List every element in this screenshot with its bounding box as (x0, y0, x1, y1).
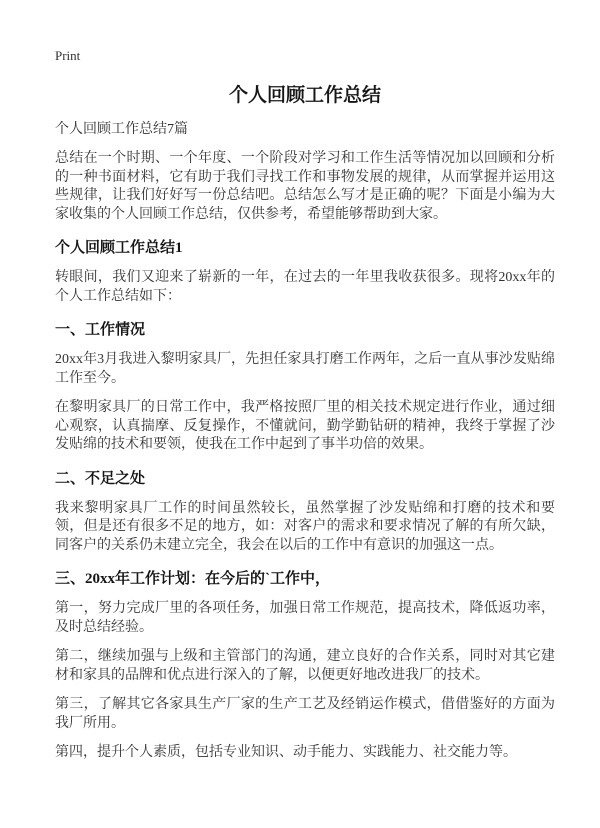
paragraph-plan-third: 第三，了解其它各家具生产厂家的生产工艺及经销运作模式，借借鉴好的方面为我厂所用。 (55, 697, 555, 731)
print-link[interactable]: Print (55, 48, 81, 63)
paragraph-shortcomings: 我来黎明家具厂工作的时间虽然较长，虽然掌握了沙发贴绵和打磨的技术和要领，但是还有很多不足的地方，如：对客户的需求和要求情况了解的有所欠缺，同客户的关系仍未建立完全，我会在以后的工作中有意识的加强这一点。 (55, 500, 555, 553)
intro-paragraph: 总结在一个时期、一个年度、一个阶段对学习和工作生活等情况加以回顾和分析的一种书面材料，它有助于我们寻找工作和事物发展的规律，从而掌握并运用这些规律，让我们好好写一份总结吧。总结怎么写才是正确的呢？下面是小编为大家收集的个人回顾工作总结，仅供参考，希望能够帮助到大家。 (55, 151, 555, 222)
paragraph-plan-second: 第二，继续加强与上级和主管部门的沟通，建立良好的合作关系，同时对其它建材和家具的品牌和优点进行深入的了解，以便更好地改进我厂的技术。 (55, 649, 555, 683)
section-heading-work-plan: 三、20xx年工作计划：在今后的`工作中， (55, 571, 330, 587)
paragraph-work-history: 20xx年3月我进入黎明家具厂，先担任家具打磨工作两年，之后一直从事沙发贴绵工作至今。 (55, 352, 555, 386)
section-heading-shortcomings: 二、不足之处 (55, 470, 146, 487)
page-title: 个人回顾工作总结 (228, 85, 381, 106)
paragraph-opening: 转眼间，我们又迎来了崭新的一年，在过去的一年里我收获很多。现将20xx年的个人工作总结如下： (55, 270, 555, 304)
paragraph-plan-first: 第一，努力完成厂里的各项任务，加强日常工作规范，提高技术，降低返功率，及时总结经验。 (55, 601, 555, 635)
section-heading-work-situation: 一、工作情况 (55, 322, 146, 338)
doc-subtitle: 个人回顾工作总结7篇 (55, 122, 188, 137)
section-heading-summary-1: 个人回顾工作总结1 (55, 240, 183, 256)
paragraph-daily-work: 在黎明家具厂的日常工作中，我严格按照厂里的相关技术规定进行作业，通过细心观察，认真揣摩、反复操作，不懂就问，勤学勤钻研的精神，我终于掌握了沙发贴绵的技术和要领，使我在工作中起到了事半功倍的效果。 (55, 400, 555, 452)
document-content (55, 49, 555, 763)
paragraph-plan-fourth: 第四，提升个人素质，包括专业知识、动手能力、实践能力、社交能力等。 (55, 745, 517, 760)
